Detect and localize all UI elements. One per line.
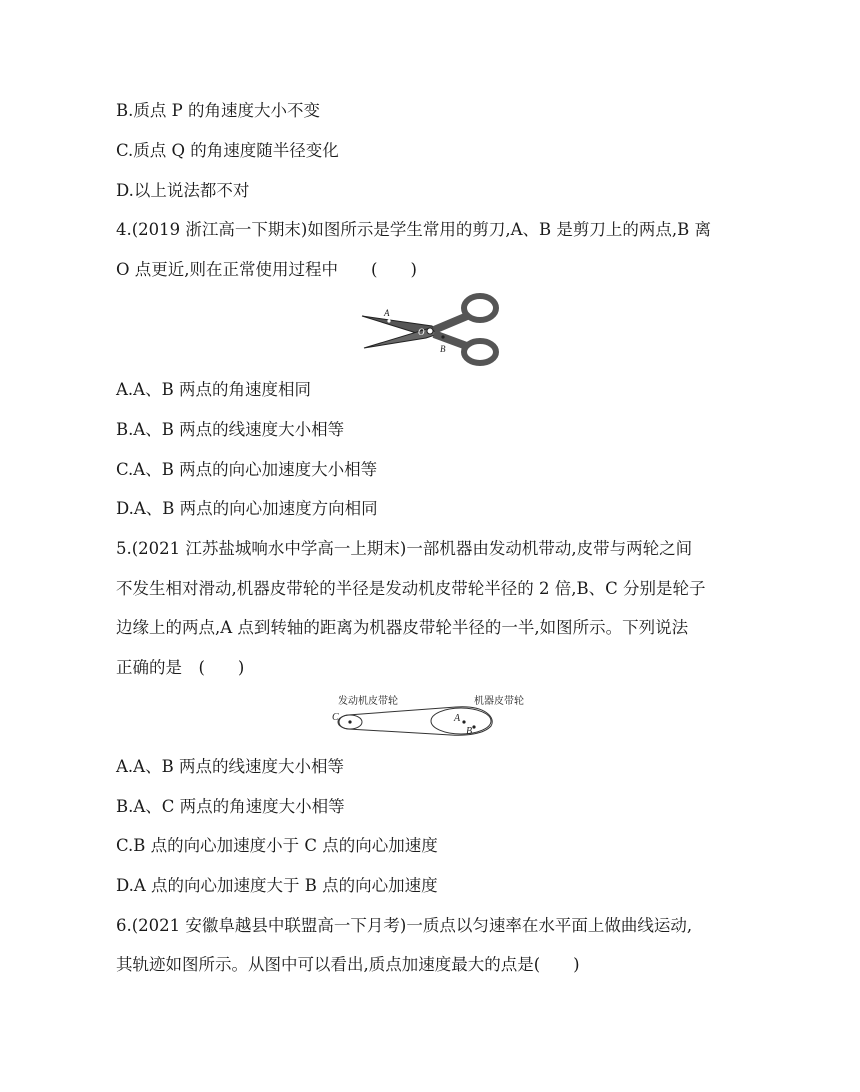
label-engine-pulley: 发动机皮带轮	[338, 696, 398, 707]
q3-option-d: D.以上说法都不对	[116, 181, 250, 200]
scissors-figure	[360, 290, 505, 368]
label-o: O	[418, 327, 425, 337]
q4-stem-line2: O 点更近,则在正常使用过程中 ( )	[116, 260, 417, 279]
point-b-dot	[441, 335, 444, 338]
q5-stem-line4: 正确的是 ( )	[116, 658, 245, 677]
q4-stem-line1: 4.(2019 浙江高一下期末)如图所示是学生常用的剪刀,A、B 是剪刀上的两点,B 离	[116, 220, 711, 239]
point-a-dot	[387, 319, 390, 322]
q5-option-b: B.A、C 两点的角速度大小相等	[116, 797, 345, 816]
scissors-pivot-o	[427, 328, 433, 334]
label-a: A	[384, 308, 390, 318]
q5-option-a: A.A、B 两点的线速度大小相等	[116, 757, 344, 776]
q5-stem-line2: 不发生相对滑动,机器皮带轮的半径是发动机皮带轮半径的 2 倍,B、C 分别是轮子	[116, 579, 706, 598]
label-machine-pulley: 机器皮带轮	[474, 696, 524, 707]
q6-stem-line2: 其轨迹如图所示。从图中可以看出,质点加速度最大的点是( )	[116, 955, 580, 974]
point-b2-dot	[472, 725, 475, 728]
q4-option-a: A.A、B 两点的角速度相同	[116, 380, 311, 399]
belt-pulley-figure	[326, 690, 538, 740]
q5-option-d: D.A 点的向心加速度大于 B 点的向心加速度	[116, 876, 438, 895]
q3-option-c: C.质点 Q 的角速度随半径变化	[116, 141, 339, 160]
machine-pulley	[431, 708, 491, 734]
scissors-ring-lower	[464, 341, 496, 363]
q5-option-c: C.B 点的向心加速度小于 C 点的向心加速度	[116, 836, 438, 855]
label-c: C	[332, 712, 339, 723]
label-b: B	[440, 344, 446, 354]
scissors-ring-upper	[464, 296, 496, 320]
q4-option-d: D.A、B 两点的向心加速度方向相同	[116, 499, 378, 518]
q3-option-b: B.质点 P 的角速度大小不变	[116, 101, 320, 120]
point-c-dot	[348, 720, 351, 723]
q5-stem-line1: 5.(2021 江苏盐城响水中学高一上期末)一部机器由发动机带动,皮带与两轮之间	[116, 539, 693, 558]
point-a2-dot	[462, 720, 465, 723]
label-a2: A	[454, 713, 461, 724]
label-b2: B	[466, 726, 473, 737]
q4-option-c: C.A、B 两点的向心加速度大小相等	[116, 460, 378, 479]
q4-option-b: B.A、B 两点的线速度大小相等	[116, 420, 345, 439]
q5-stem-line3: 边缘上的两点,A 点到转轴的距离为机器皮带轮半径的一半,如图所示。下列说法	[116, 618, 689, 637]
q6-stem-line1: 6.(2021 安徽阜越县中联盟高一下月考)一质点以匀速率在水平面上做曲线运动,	[116, 916, 693, 935]
